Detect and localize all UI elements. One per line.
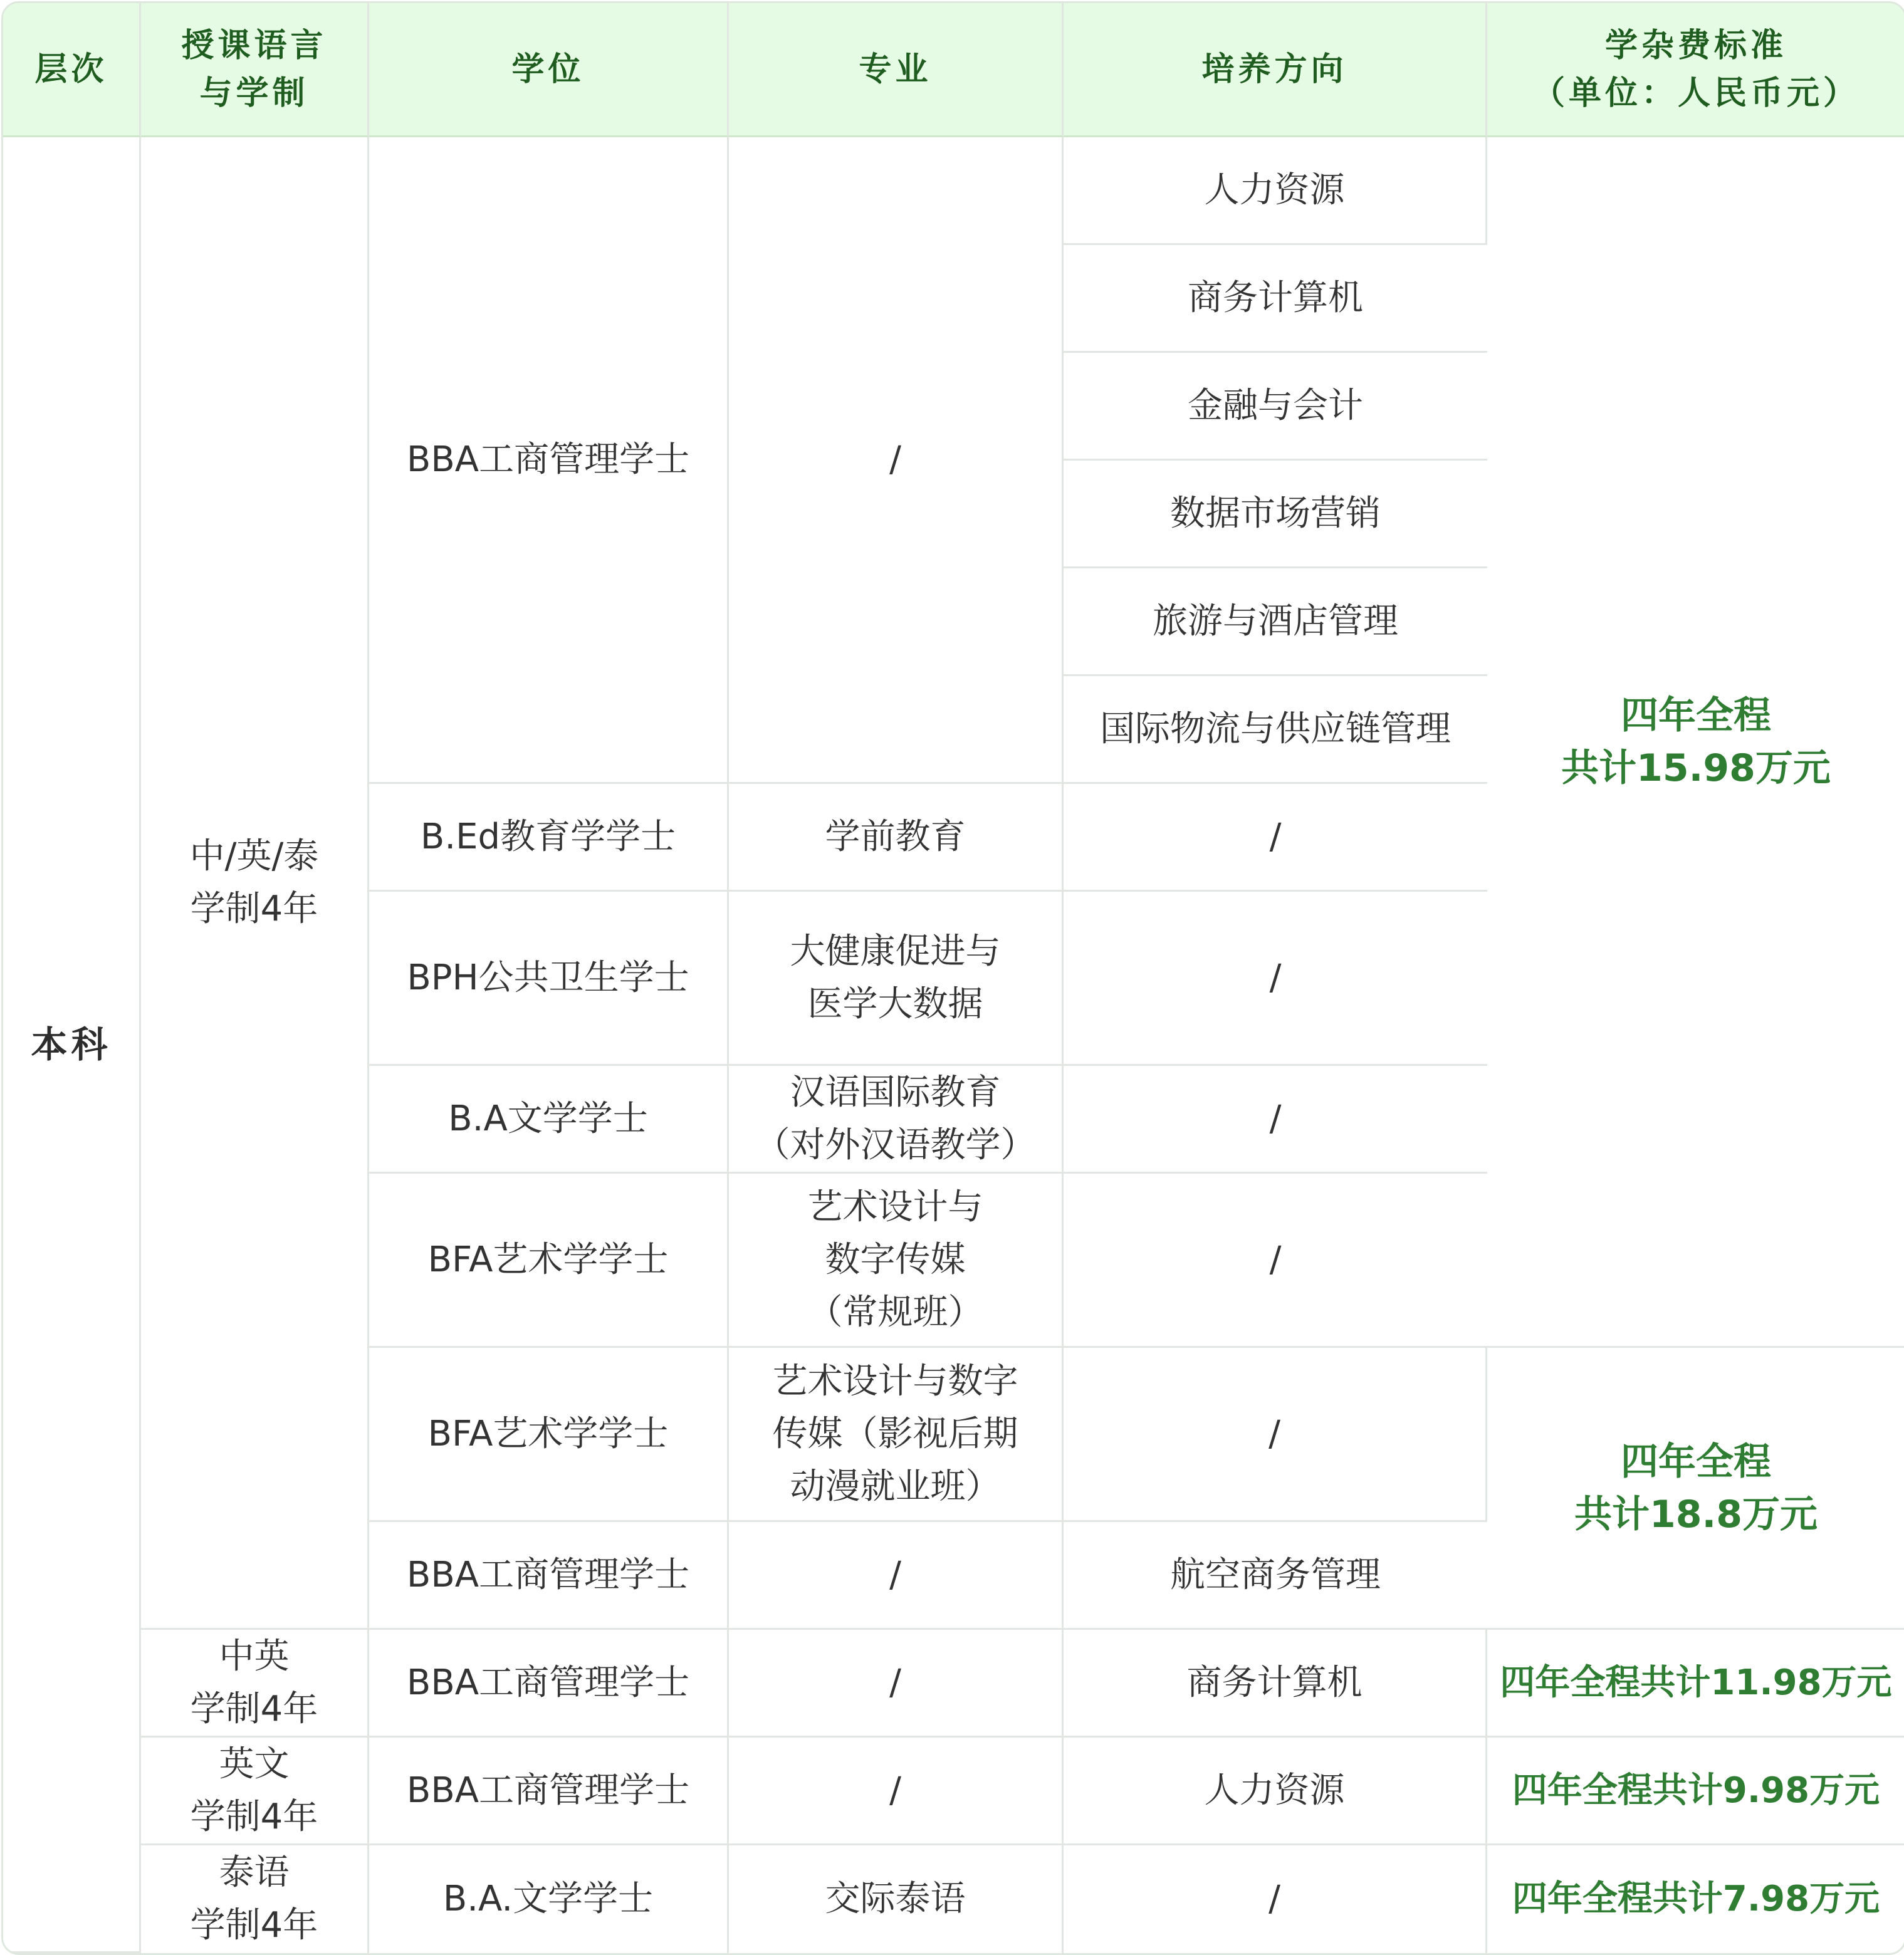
degree-cell: B.A.文学学士 bbox=[369, 1845, 729, 1953]
direction-cell: / bbox=[1064, 1845, 1487, 1953]
header-fee: 学杂费标准 （单位：人民币元） bbox=[1487, 3, 1904, 137]
major-cell: / bbox=[729, 1630, 1064, 1738]
major-cell: 艺术设计与 数字传媒 （常规班） bbox=[729, 1174, 1064, 1348]
table-row bbox=[3, 1845, 1904, 1953]
language-cell: 泰语 学制4年 bbox=[141, 1845, 369, 1953]
major-cell: 汉语国际教育 （对外汉语教学） bbox=[729, 1066, 1064, 1174]
header-direction: 培养方向 bbox=[1064, 3, 1487, 137]
direction-cell: / bbox=[1064, 1066, 1487, 1174]
degree-cell: BBA工商管理学士 bbox=[369, 1522, 729, 1630]
degree-cell: BPH公共卫生学士 bbox=[369, 892, 729, 1066]
language-cell: 中/英/泰 学制4年 bbox=[141, 137, 369, 1630]
direction-cell: / bbox=[1064, 784, 1487, 892]
direction-cell: 航空商务管理 bbox=[1064, 1522, 1487, 1630]
direction-cell: / bbox=[1064, 892, 1487, 1066]
header-major: 专业 bbox=[729, 3, 1064, 137]
direction-cell: 旅游与酒店管理 bbox=[1064, 568, 1487, 676]
degree-cell: B.A文学学士 bbox=[369, 1066, 729, 1174]
direction-cell: / bbox=[1064, 1348, 1487, 1522]
table-row bbox=[3, 137, 1904, 245]
major-cell: 艺术设计与数字 传媒（影视后期 动漫就业班） bbox=[729, 1348, 1064, 1522]
direction-cell: / bbox=[1064, 1174, 1487, 1348]
major-cell: 大健康促进与 医学大数据 bbox=[729, 892, 1064, 1066]
language-cell: 中英 学制4年 bbox=[141, 1630, 369, 1738]
header-level: 层次 bbox=[3, 3, 141, 137]
direction-cell: 商务计算机 bbox=[1064, 245, 1487, 353]
direction-cell: 人力资源 bbox=[1064, 137, 1487, 245]
table-row bbox=[3, 1738, 1904, 1845]
fee-cell: 四年全程 共计18.8万元 bbox=[1487, 1348, 1904, 1630]
fee-cell: 四年全程共计11.98万元 bbox=[1487, 1630, 1904, 1738]
degree-cell: BBA工商管理学士 bbox=[369, 1630, 729, 1738]
major-cell: / bbox=[729, 137, 1064, 784]
degree-cell: BFA艺术学学士 bbox=[369, 1174, 729, 1348]
fee-cell: 四年全程共计7.98万元 bbox=[1512, 1879, 1880, 1919]
direction-cell: 人力资源 bbox=[1064, 1738, 1487, 1845]
degree-cell: B.Ed教育学学士 bbox=[369, 784, 729, 892]
major-cell: / bbox=[729, 1522, 1064, 1630]
degree-cell: BBA工商管理学士 bbox=[369, 1738, 729, 1845]
header-degree: 学位 bbox=[369, 3, 729, 137]
major-cell: 交际泰语 bbox=[729, 1845, 1064, 1953]
header-row bbox=[3, 3, 1904, 137]
table-row bbox=[3, 1630, 1904, 1738]
direction-cell: 国际物流与供应链管理 bbox=[1064, 676, 1487, 784]
fee-cell: 四年全程 共计15.98万元 bbox=[1487, 137, 1904, 1348]
direction-cell: 金融与会计 bbox=[1064, 353, 1487, 461]
degree-cell: BBA工商管理学士 bbox=[369, 137, 729, 784]
direction-cell: 商务计算机 bbox=[1064, 1630, 1487, 1738]
tuition-table bbox=[1, 1, 1904, 1955]
language-cell: 英文 学制4年 bbox=[141, 1738, 369, 1845]
header-language-duration: 授课语言 与学制 bbox=[141, 3, 369, 137]
direction-cell: 数据市场营销 bbox=[1064, 461, 1487, 568]
level-cell: 本科 bbox=[3, 137, 141, 1953]
major-cell: 学前教育 bbox=[729, 784, 1064, 892]
major-cell: / bbox=[729, 1738, 1064, 1845]
degree-cell: BFA艺术学学士 bbox=[369, 1348, 729, 1522]
fee-cell: 四年全程共计9.98万元 bbox=[1487, 1738, 1904, 1845]
